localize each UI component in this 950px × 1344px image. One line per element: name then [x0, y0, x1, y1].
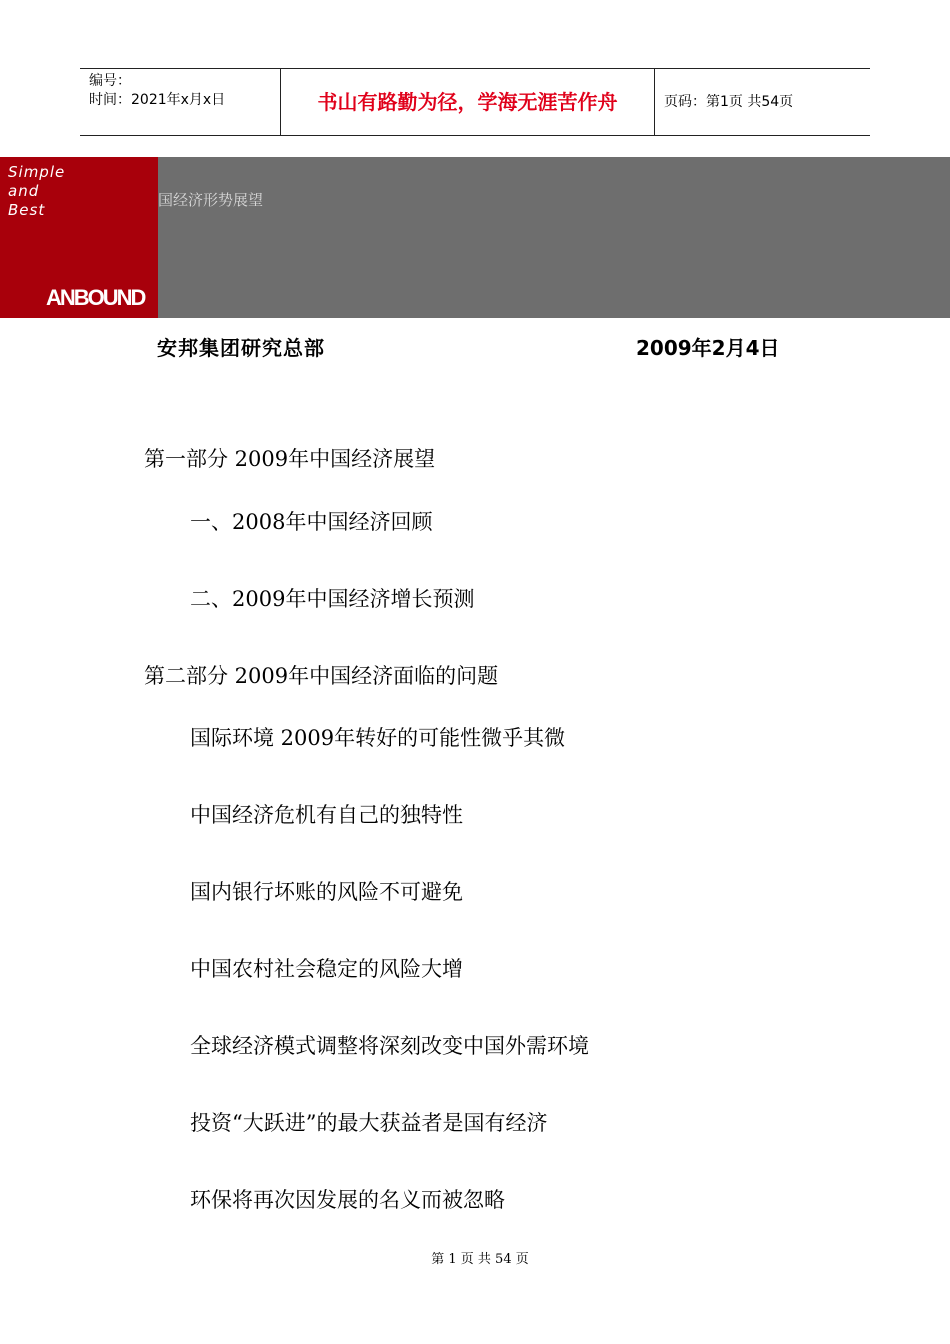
brand-block: [0, 157, 158, 318]
anbound-logo: ANBOUND: [46, 285, 145, 310]
number-label: 编号：: [89, 73, 131, 89]
slogan-line: and: [8, 182, 40, 200]
toc-item: 投资“大跃进”的最大获益者是国有经济: [190, 1111, 548, 1135]
organization-name: 安邦集团研究总部: [157, 336, 325, 360]
page-footer: 第 1 页 共 54 页: [431, 1252, 529, 1267]
cover-banner: [0, 157, 950, 318]
toc-item: 国内银行坏账的风险不可避免: [190, 880, 463, 904]
toc-item: 中国农村社会稳定的风险大增: [190, 957, 463, 981]
toc-item: 中国经济危机有自己的独特性: [190, 803, 463, 827]
slogan-line: Best: [8, 201, 46, 219]
toc-item: 环保将再次因发展的名义而被忽略: [190, 1188, 505, 1212]
time-label: 时间：2021年x月x日: [89, 92, 226, 108]
brand-slogan: [8, 163, 65, 220]
header-page-info: 页码：第1页 共54页: [664, 94, 794, 110]
document-header: [80, 68, 870, 136]
toc-part-heading: 第一部分 2009年中国经济展望: [144, 447, 436, 471]
toc-part-heading: 第二部分 2009年中国经济面临的问题: [144, 664, 499, 688]
header-meta: [80, 69, 281, 135]
toc-item: 二、2009年中国经济增长预测: [190, 587, 475, 611]
toc-item: 全球经济模式调整将深刻改变中国外需环境: [190, 1034, 589, 1058]
banner-title: 国经济形势展望: [158, 191, 264, 209]
slogan-line: Simple: [8, 163, 66, 181]
toc-item: 一、2008年中国经济回顾: [190, 510, 433, 534]
toc-item: 国际环境 2009年转好的可能性微乎其微: [190, 726, 566, 750]
publish-date: 2009年2月4日: [636, 336, 780, 360]
header-motto: 书山有路勤为径，学海无涯苦作舟: [281, 69, 655, 135]
